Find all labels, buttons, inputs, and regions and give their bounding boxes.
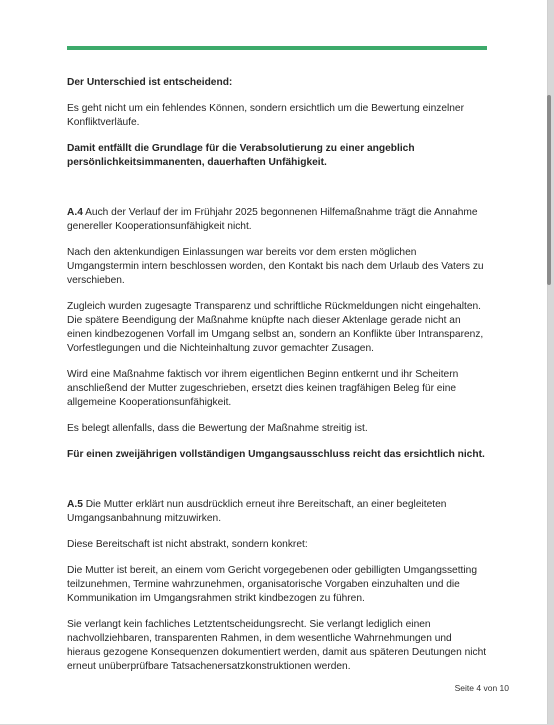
paragraph: Zugleich wurden zugesagte Transparenz und schriftliche Rückmeldungen nicht eingehalten. Die spätere Beendigung der Maßnahme knüpfte nach dieser Aktenlage gerade nicht an einen kindbezogenen Vorfall im Umgang selbst an, sondern an Konflikte über Intransparenz, Vorfestlegungen und die Nichteinhaltung zuvor gemachter Zusagen. xyxy=(67,301,484,354)
document-body xyxy=(67,76,487,686)
section-a5-text: Die Mutter erklärt nun ausdrücklich erneut ihre Bereitschaft, an einer begleiteten Umgangsanbahnung mitzuwirken. xyxy=(67,499,447,524)
paragraph-heading: Der Unterschied ist entscheidend: xyxy=(67,77,233,88)
section-a4-text: Auch der Verlauf der im Frühjahr 2025 begonnenen Hilfemaßnahme trägt die Annahme genereller Kooperationsunfähigkeit nicht. xyxy=(67,207,478,232)
header-accent-bar xyxy=(67,46,487,50)
section-a4-intro xyxy=(67,206,487,234)
vertical-scrollbar[interactable] xyxy=(547,95,551,285)
paragraph: Sie verlangt kein fachliches Letztentscheidungsrecht. Sie verlangt lediglich einen nachvollziehbaren, transparenten Rahmen, in dem wesentliche Wahrnehmungen und hieraus gezogene Konsequenzen dokumentiert werden, damit aus späteren Deutungen nicht erneut unüberprüfbare Tatsachenersatzkonstruktionen werden. xyxy=(67,619,487,672)
section-number: A.5 xyxy=(67,499,83,510)
paragraph: Die Mutter ist bereit, an einem vom Gericht vorgegebenen oder gebilligten Umgangssetting teilzunehmen, Termine wahrzunehmen, organisatorische Vorgaben einzuhalten und die Kommunikation im Umgangsrahmen strikt kindbezogen zu führen. xyxy=(67,565,477,604)
paragraph-emphasis: Für einen zweijährigen vollständigen Umgangsausschluss reicht das ersichtlich nicht. xyxy=(67,449,485,460)
paragraph: Es geht nicht um ein fehlendes Können, sondern ersichtlich um die Bewertung einzelner Konfliktverläufe. xyxy=(67,103,464,128)
paragraph: Diese Bereitschaft ist nicht abstrakt, sondern konkret: xyxy=(67,539,308,550)
section-number: A.4 xyxy=(67,207,83,218)
paragraph: Wird eine Maßnahme faktisch vor ihrem eigentlichen Beginn entkernt und ihr Scheitern anschließend der Mutter zugeschrieben, ersetzt dies keinen tragfähigen Beleg für eine allgemeine Kooperationsunfähigkeit. xyxy=(67,369,459,408)
page-number: Seite 4 von 10 xyxy=(454,683,509,693)
paragraph: Es belegt allenfalls, dass die Bewertung der Maßnahme streitig ist. xyxy=(67,423,368,434)
paragraph-emphasis: Damit entfällt die Grundlage für die Verabsolutierung zu einer angeblich persönlichkeitsimmanenten, dauerhaften Unfähigkeit. xyxy=(67,143,415,168)
section-a5-intro xyxy=(67,498,487,526)
paragraph: Nach den aktenkundigen Einlassungen war bereits vor dem ersten möglichen Umgangstermin intern beschlossen worden, den Kontakt bis nach dem Urlaub des Vaters zu verschieben. xyxy=(67,247,484,286)
